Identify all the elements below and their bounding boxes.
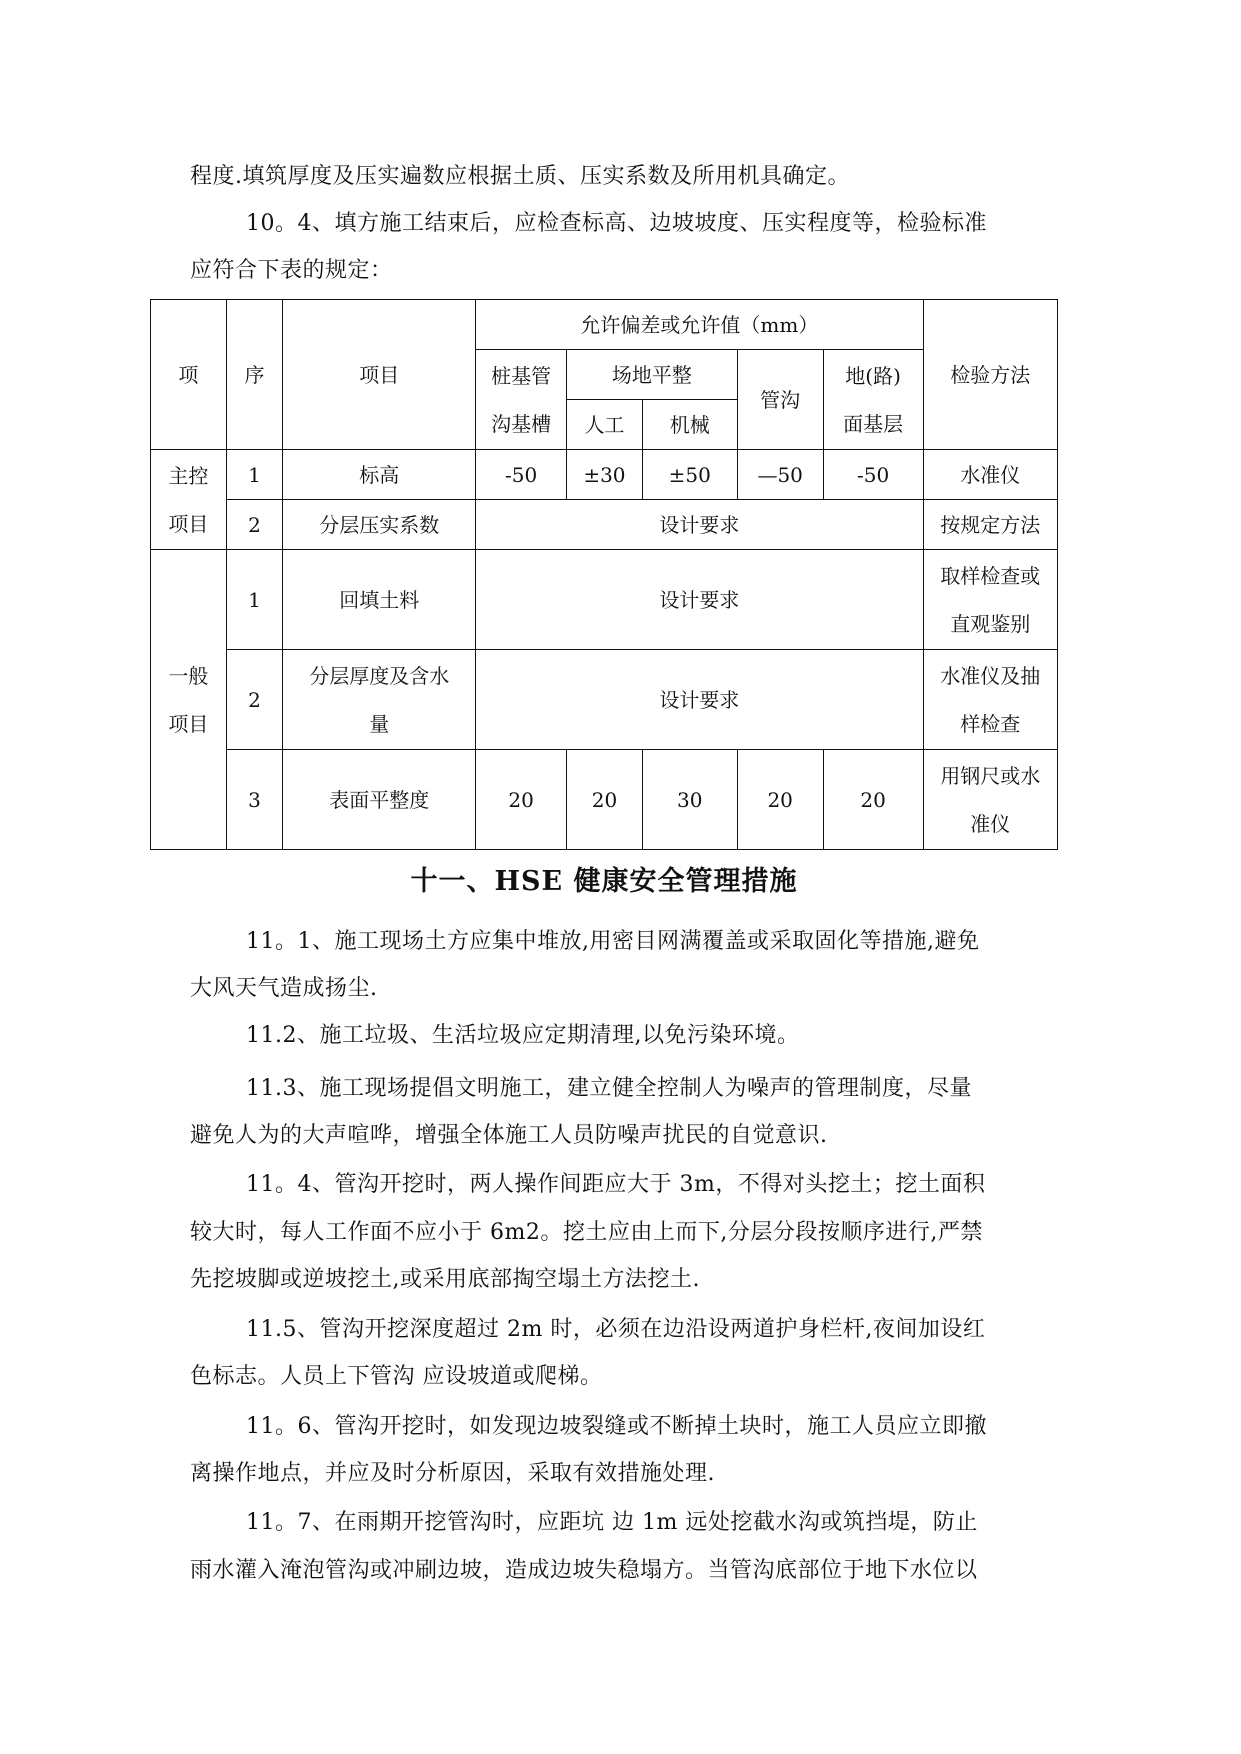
cell-value: -50 (476, 450, 567, 500)
cell-design-requirement: 设计要求 (476, 500, 923, 550)
paragraph-line: 11。7、在雨期开挖管沟时，应距坑 边 1m 远处挖截水沟或筑挡堤，防止 (246, 1510, 978, 1535)
cell-value: 20 (476, 750, 567, 850)
cell-method: 按规定方法 (923, 500, 1057, 550)
paragraph-line: 11.3、施工现场提倡文明施工，建立健全控制人为噪声的管理制度，尽量 (246, 1076, 972, 1101)
paragraph-line: 大风天气造成扬尘. (190, 976, 378, 1001)
header-road (823, 350, 923, 450)
header-road-line-2: 面基层 (843, 411, 904, 436)
cell-value: ±30 (567, 450, 643, 500)
cell-method-line-1: 水准仪及抽 (940, 663, 1041, 688)
acceptance-table (150, 299, 1058, 850)
paragraph-line: 避免人为的大声喧哗，增强全体施工人员防噪声扰民的自觉意识. (190, 1123, 828, 1148)
cell-no: 1 (226, 450, 283, 500)
cell-item: 回填土料 (283, 550, 476, 650)
header-method: 检验方法 (923, 300, 1057, 450)
header-site: 场地平整 (567, 350, 738, 400)
paragraph-line: 雨水灌入淹泡管沟或冲刷边坡，造成边坡失稳塌方。当管沟底部位于地下水位以 (190, 1558, 978, 1583)
header-pile (476, 350, 567, 450)
cell-no: 2 (226, 500, 283, 550)
cell-item-line-2: 量 (369, 711, 390, 736)
cell-design-requirement: 设计要求 (476, 650, 923, 750)
header-pile-line-2: 沟基槽 (491, 411, 552, 436)
cell-design-requirement: 设计要求 (476, 550, 923, 650)
intro-line-3: 应符合下表的规定： (190, 258, 393, 283)
cell-value: 20 (567, 750, 643, 850)
cell-item: 表面平整度 (283, 750, 476, 850)
cell-value: —50 (737, 450, 823, 500)
header-xiang: 项 (151, 300, 227, 450)
header-item: 项目 (283, 300, 476, 450)
paragraph-line: 离操作地点，并应及时分析原因，采取有效措施处理. (190, 1461, 715, 1486)
group-general (151, 550, 227, 850)
paragraph-line: 色标志。人员上下管沟 应设坡道或爬梯。 (190, 1364, 603, 1389)
header-road-line-1: 地(路) (845, 363, 901, 388)
cell-value: -50 (823, 450, 923, 500)
cell-method-line-1: 用钢尺或水 (940, 763, 1041, 788)
cell-method-line-2: 样检查 (960, 711, 1021, 736)
cell-method (923, 750, 1057, 850)
paragraph-line: 11.5、管沟开挖深度超过 2m 时，必须在边沿设两道护身栏杆,夜间加设红 (246, 1317, 986, 1342)
group-general-line-2: 项目 (168, 711, 209, 736)
cell-item (283, 650, 476, 750)
cell-value: ±50 (642, 450, 737, 500)
cell-item-line-1: 分层厚度及含水 (309, 663, 450, 688)
intro-line-2: 10。4、填方施工结束后，应检查标高、边坡坡度、压实程度等，检验标准 (246, 211, 987, 236)
header-pile-line-1: 桩基管 (491, 363, 552, 388)
cell-method (923, 650, 1057, 750)
cell-item: 标高 (283, 450, 476, 500)
header-trench: 管沟 (737, 350, 823, 450)
paragraph-line: 较大时，每人工作面不应小于 6m2。挖土应由上而下,分层分段按顺序进行,严禁 (190, 1220, 983, 1245)
paragraph-line: 11.2、施工垃圾、生活垃圾应定期清理,以免污染环境。 (246, 1023, 800, 1048)
header-machine: 机械 (642, 400, 737, 450)
cell-value: 30 (642, 750, 737, 850)
cell-value: 20 (737, 750, 823, 850)
cell-method-line-2: 直观鉴别 (950, 611, 1031, 636)
paragraph-line: 11。4、管沟开挖时，两人操作间距应大于 3m，不得对头挖土；挖土面积 (246, 1172, 986, 1197)
header-manual: 人工 (567, 400, 643, 450)
section-heading: 十一、HSE 健康安全管理措施 (410, 866, 798, 897)
cell-method-line-1: 取样检查或 (940, 563, 1041, 588)
cell-method-line-2: 准仪 (970, 811, 1011, 836)
group-main-line-1: 主控 (168, 463, 209, 488)
group-general-line-1: 一般 (168, 663, 209, 688)
header-xu: 序 (226, 300, 283, 450)
cell-value: 20 (823, 750, 923, 850)
paragraph-line: 先挖坡脚或逆坡挖土,或采用底部掏空塌土方法挖土. (190, 1267, 700, 1292)
group-main-line-2: 项目 (168, 511, 209, 536)
paragraph-line: 11。6、管沟开挖时，如发现边坡裂缝或不断掉土块时，施工人员应立即撤 (246, 1414, 987, 1439)
cell-method: 水准仪 (923, 450, 1057, 500)
header-allowance: 允许偏差或允许值（mm） (476, 300, 923, 350)
cell-method (923, 550, 1057, 650)
cell-no: 2 (226, 650, 283, 750)
cell-no: 1 (226, 550, 283, 650)
cell-no: 3 (226, 750, 283, 850)
intro-line-1: 程度.填筑厚度及压实遍数应根据土质、压实系数及所用机具确定。 (190, 164, 850, 189)
paragraph-line: 11。1、施工现场土方应集中堆放,用密目网满覆盖或采取固化等措施,避免 (246, 929, 980, 954)
group-main (151, 450, 227, 550)
cell-item: 分层压实系数 (283, 500, 476, 550)
